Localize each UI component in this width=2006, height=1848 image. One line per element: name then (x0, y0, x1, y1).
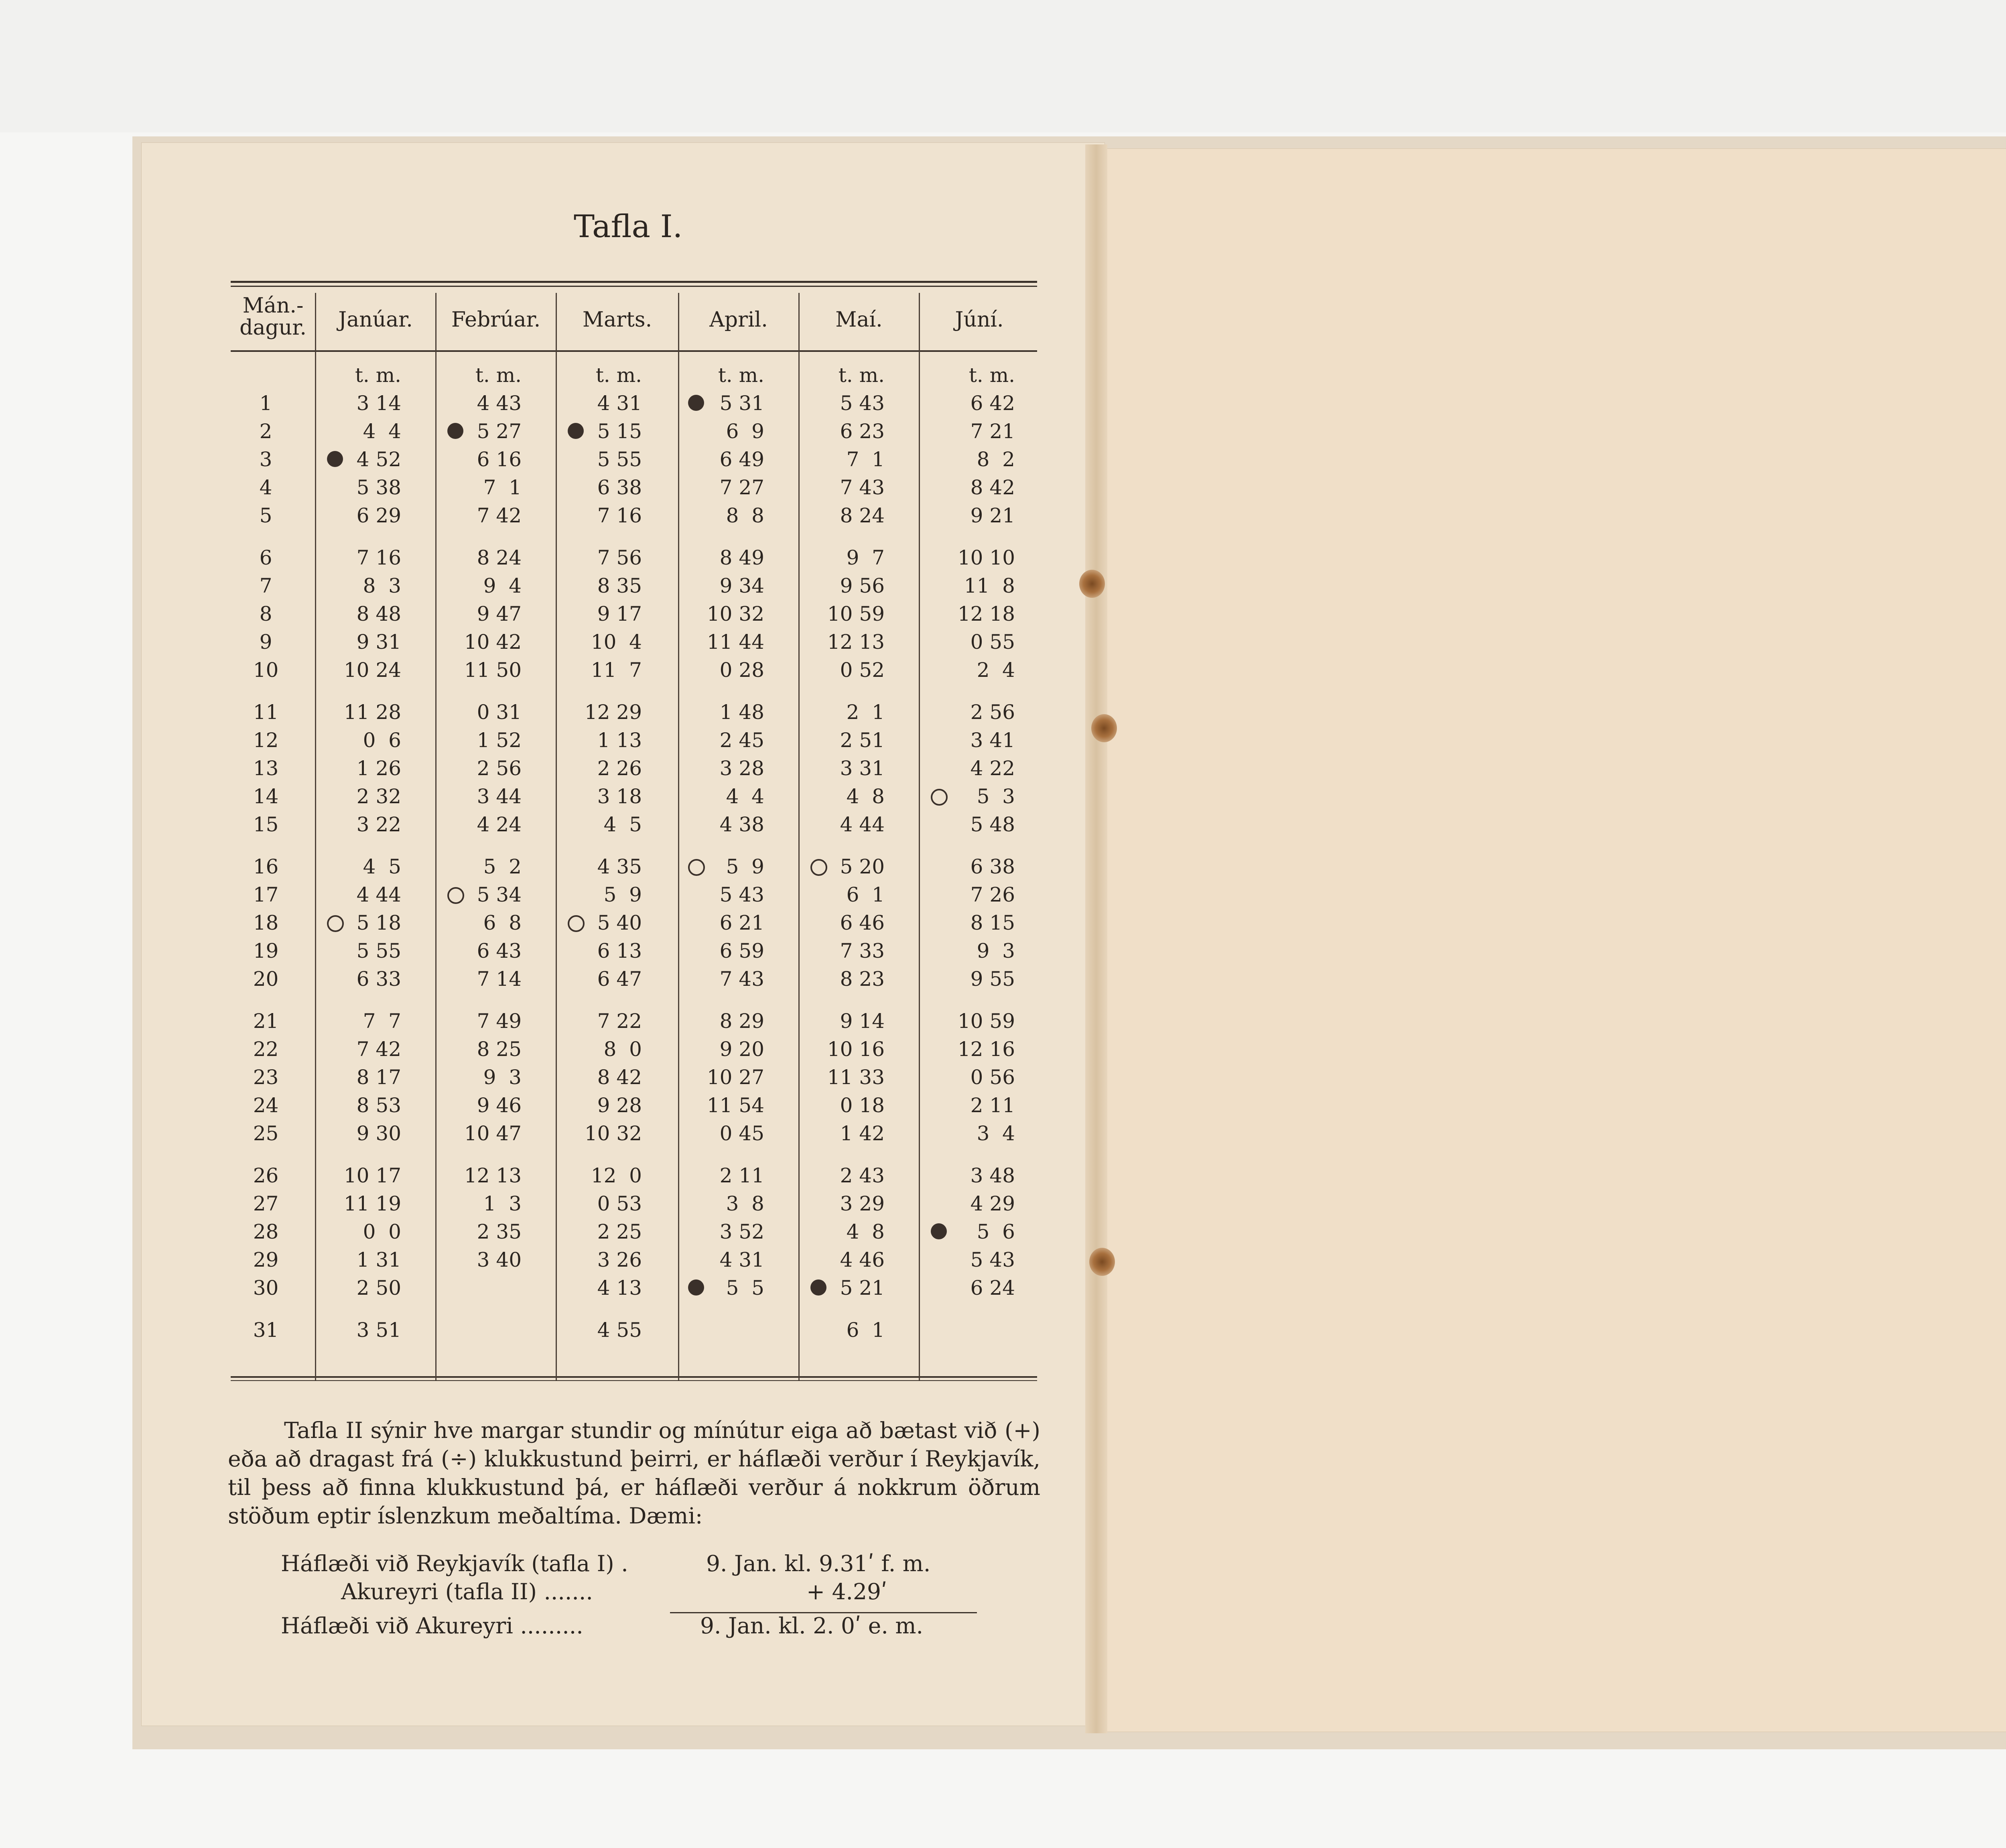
tide-time: 11 33 (827, 1066, 885, 1089)
tide-time: 4 35 (597, 855, 642, 878)
table-row (231, 1063, 1037, 1091)
tide-time: 0 53 (597, 1192, 642, 1215)
example-line-3-value: 9. Jan. kl. 2. 0ʹ e. m. (700, 1613, 923, 1639)
tide-time: 3 48 (970, 1164, 1015, 1187)
table-row (231, 1246, 1037, 1274)
day-number: 2 (259, 420, 272, 443)
tide-time: 2 56 (970, 701, 1015, 724)
tide-time: 9 3 (977, 939, 1015, 963)
tide-time: 7 16 (356, 546, 401, 569)
new-moon-icon (568, 423, 584, 439)
tide-time: 8 53 (356, 1094, 401, 1117)
tide-time: 12 13 (464, 1164, 522, 1187)
tide-time: 5 38 (356, 476, 401, 499)
tide-time: 10 10 (957, 546, 1015, 569)
tide-time: 11 44 (707, 630, 764, 654)
tide-time: 9 7 (846, 546, 885, 569)
tide-time: 4 31 (719, 1248, 764, 1271)
table-row (231, 1007, 1037, 1035)
tide-time: 12 16 (957, 1038, 1015, 1061)
tide-time: 2 45 (719, 729, 764, 752)
tide-time: 5 27 (477, 420, 522, 443)
tide-time: 7 7 (363, 1009, 401, 1033)
tide-time: 2 11 (719, 1164, 764, 1187)
tide-time: 7 42 (356, 1038, 401, 1061)
unit-label: t. m. (838, 364, 885, 387)
tide-time: 5 43 (719, 883, 764, 906)
tide-time: 7 1 (846, 448, 885, 471)
tide-time: 0 52 (840, 658, 885, 682)
tide-time: 2 1 (846, 701, 885, 724)
tide-time: 5 55 (597, 448, 642, 471)
tide-time: 4 8 (846, 1220, 885, 1243)
tide-time: 3 40 (477, 1248, 522, 1271)
tide-time: 8 15 (970, 911, 1015, 934)
example-line-3-label: Háflæði við Akureyri ......... (281, 1613, 583, 1639)
tide-time: 7 56 (597, 546, 642, 569)
tide-time: 9 3 (483, 1066, 522, 1089)
scanner-background (0, 0, 2006, 132)
day-number: 29 (253, 1248, 279, 1271)
tide-time: 5 48 (970, 813, 1015, 836)
day-number: 8 (259, 602, 272, 625)
tide-time: 3 41 (970, 729, 1015, 752)
table-row (231, 937, 1037, 965)
tide-time: 5 34 (477, 883, 522, 906)
tide-time: 6 38 (597, 476, 642, 499)
tide-time: 7 22 (597, 1009, 642, 1033)
tide-time: 4 44 (356, 883, 401, 906)
tide-time: 8 29 (719, 1009, 764, 1033)
tide-time: 7 26 (970, 883, 1015, 906)
tide-time: 6 23 (840, 420, 885, 443)
table-row (231, 417, 1037, 445)
tide-time: 11 28 (343, 701, 401, 724)
tide-time: 8 0 (603, 1038, 642, 1061)
tide-time: 4 13 (597, 1276, 642, 1300)
tide-time: 0 6 (363, 729, 401, 752)
tide-time: 0 56 (970, 1066, 1015, 1089)
tide-time: 2 50 (356, 1276, 401, 1300)
tide-time: 5 9 (603, 883, 642, 906)
tide-time: 5 9 (726, 855, 764, 878)
tide-time: 3 28 (719, 757, 764, 780)
tide-time: 9 55 (970, 967, 1015, 991)
tide-time: 10 24 (343, 658, 401, 682)
day-number: 19 (253, 939, 279, 963)
tide-time: 2 32 (356, 785, 401, 808)
tide-time: 3 18 (597, 785, 642, 808)
table-row (231, 1162, 1037, 1190)
table-row (231, 698, 1037, 726)
month-header-mar: Marts. (582, 308, 652, 332)
tide-time: 4 31 (597, 392, 642, 415)
month-header-feb: Febrúar. (451, 308, 541, 332)
day-number: 5 (259, 504, 272, 527)
header-rule (231, 350, 1037, 352)
tide-time: 7 33 (840, 939, 885, 963)
day-number: 10 (253, 658, 279, 682)
tide-time: 3 14 (356, 392, 401, 415)
tide-time: 10 27 (707, 1066, 764, 1089)
tide-time: 3 29 (840, 1192, 885, 1215)
table-row (231, 389, 1037, 417)
tide-time: 10 59 (827, 602, 885, 625)
tide-time: 8 8 (726, 504, 764, 527)
tide-time: 10 32 (707, 602, 764, 625)
table-row (231, 502, 1037, 530)
tide-time: 6 16 (477, 448, 522, 471)
tide-time: 3 31 (840, 757, 885, 780)
tide-time: 2 51 (840, 729, 885, 752)
full-moon-icon (688, 859, 705, 876)
tide-time: 5 18 (356, 911, 401, 934)
new-moon-icon (688, 1279, 704, 1296)
tide-time: 4 44 (840, 813, 885, 836)
full-moon-icon (447, 887, 464, 904)
tide-time: 6 59 (719, 939, 764, 963)
tide-time: 3 22 (356, 813, 401, 836)
tide-time: 9 21 (970, 504, 1015, 527)
tide-time: 5 20 (840, 855, 885, 878)
tide-time: 5 15 (597, 420, 642, 443)
day-number: 15 (253, 813, 279, 836)
tide-time: 5 31 (719, 392, 764, 415)
table-row (231, 1119, 1037, 1147)
table-row (231, 853, 1037, 881)
tide-time: 0 18 (840, 1094, 885, 1117)
table-row (231, 1316, 1037, 1344)
top-rule (231, 281, 1037, 283)
tide-time: 1 3 (483, 1192, 522, 1215)
unit-label: t. m. (595, 364, 642, 387)
tide-time: 9 28 (597, 1094, 642, 1117)
tide-time: 6 1 (846, 883, 885, 906)
tide-time: 2 25 (597, 1220, 642, 1243)
tide-time: 6 46 (840, 911, 885, 934)
new-moon-icon (810, 1279, 826, 1296)
tide-time: 10 42 (464, 630, 522, 654)
day-number: 16 (253, 855, 279, 878)
day-number: 14 (253, 785, 279, 808)
tide-time: 8 42 (597, 1066, 642, 1089)
tide-time: 5 2 (483, 855, 522, 878)
tide-time: 9 56 (840, 574, 885, 597)
bottom-rule-thin (231, 1380, 1037, 1381)
tide-time (449, 1316, 522, 1344)
tide-time: 4 22 (970, 757, 1015, 780)
tide-time: 7 16 (597, 504, 642, 527)
table-title: Tafla I. (574, 209, 683, 245)
new-moon-icon (447, 423, 463, 439)
tide-time: 4 38 (719, 813, 764, 836)
tide-time: 2 35 (477, 1220, 522, 1243)
right-page-blank (1093, 148, 2006, 1732)
tide-time: 4 43 (477, 392, 522, 415)
tide-time: 3 52 (719, 1220, 764, 1243)
day-number: 31 (253, 1318, 279, 1342)
tide-time: 5 21 (840, 1276, 885, 1300)
table-row (231, 572, 1037, 600)
tide-time: 10 59 (957, 1009, 1015, 1033)
tide-time: 2 11 (970, 1094, 1015, 1117)
tide-time: 11 19 (343, 1192, 401, 1215)
tide-time: 10 4 (591, 630, 642, 654)
table-row (231, 1274, 1037, 1302)
table-row (231, 810, 1037, 839)
day-number: 18 (253, 911, 279, 934)
table-row (231, 1218, 1037, 1246)
day-header-line-2: dagur. (240, 315, 307, 340)
table-row (231, 1091, 1037, 1119)
tide-time: 6 1 (846, 1318, 885, 1342)
tide-time: 6 24 (970, 1276, 1015, 1300)
full-moon-icon (568, 915, 585, 932)
day-column-header (232, 295, 314, 339)
top-rule-thin (231, 286, 1037, 287)
tide-time: 9 4 (483, 574, 522, 597)
full-moon-icon (931, 789, 948, 806)
tide-time: 8 24 (477, 546, 522, 569)
tide-time: 9 31 (356, 630, 401, 654)
table-row (231, 1035, 1037, 1063)
day-number: 17 (253, 883, 279, 906)
tide-time: 1 48 (719, 701, 764, 724)
tide-time: 8 25 (477, 1038, 522, 1061)
day-number: 9 (259, 630, 272, 654)
tide-time: 7 1 (483, 476, 522, 499)
tide-time: 6 47 (597, 967, 642, 991)
table-row (231, 965, 1037, 993)
tide-time: 8 24 (840, 504, 885, 527)
tide-time: 0 45 (719, 1122, 764, 1145)
binding-gutter (1085, 144, 1107, 1733)
tide-time: 8 3 (363, 574, 401, 597)
table-row (231, 656, 1037, 684)
tide-time: 6 29 (356, 504, 401, 527)
tide-time: 5 43 (840, 392, 885, 415)
day-number: 11 (253, 701, 279, 724)
day-number: 1 (259, 392, 272, 415)
month-header-apr: April. (709, 308, 768, 332)
table-row (231, 473, 1037, 502)
day-number: 23 (253, 1066, 279, 1089)
example-line-2-label: Akureyri (tafla II) ....... (341, 1579, 593, 1604)
new-moon-icon (931, 1223, 947, 1239)
tide-time: 6 8 (483, 911, 522, 934)
tide-time: 9 46 (477, 1094, 522, 1117)
new-moon-icon (327, 451, 343, 467)
day-number: 26 (253, 1164, 279, 1187)
tide-time: 5 5 (726, 1276, 764, 1300)
tide-time: 7 42 (477, 504, 522, 527)
tide-time: 8 35 (597, 574, 642, 597)
tide-time: 8 2 (977, 448, 1015, 471)
month-header-jan: Janúar. (338, 308, 413, 332)
tide-time: 0 31 (477, 701, 522, 724)
tide-time: 6 38 (970, 855, 1015, 878)
example-line-1-value: 9. Jan. kl. 9.31ʹ f. m. (706, 1551, 931, 1576)
tide-time: 12 29 (584, 701, 642, 724)
tide-time (943, 1316, 1015, 1344)
day-number: 13 (253, 757, 279, 780)
tide-time: 4 29 (970, 1192, 1015, 1215)
day-number: 20 (253, 967, 279, 991)
tide-time: 11 8 (964, 574, 1015, 597)
bottom-rule (231, 1376, 1037, 1378)
staple-hole-1 (1079, 570, 1105, 598)
tide-time: 7 27 (719, 476, 764, 499)
day-number: 12 (253, 729, 279, 752)
tide-time: 4 5 (603, 813, 642, 836)
month-header-may: Maí. (835, 308, 883, 332)
day-number: 27 (253, 1192, 279, 1215)
table-row (231, 909, 1037, 937)
tide-time: 4 4 (363, 420, 401, 443)
tide-time: 3 26 (597, 1248, 642, 1271)
table-row (231, 544, 1037, 572)
table-row (231, 782, 1037, 810)
tide-time: 4 4 (726, 785, 764, 808)
tide-time: 6 21 (719, 911, 764, 934)
tide-time: 4 8 (846, 785, 885, 808)
tide-time: 6 13 (597, 939, 642, 963)
tide-time: 6 43 (477, 939, 522, 963)
explanation-paragraph: Tafla II sýnir hve margar stundir og mínútur eiga að bætast við (+) eða að dragast frá (÷) klukkustund þeirri, er háflæði verður í Reykjavík, til þess að finna klukkustund þá, er háflæði verður á nokkrum öðrum stöðum eptir íslenzkum meðaltíma. Dæmi: (228, 1417, 1040, 1529)
day-number: 30 (253, 1276, 279, 1300)
tide-time: 3 8 (726, 1192, 764, 1215)
day-number: 24 (253, 1094, 279, 1117)
day-number: 22 (253, 1038, 279, 1061)
tide-time: 9 34 (719, 574, 764, 597)
full-moon-icon (810, 859, 827, 876)
table-row (231, 754, 1037, 782)
tide-time: 7 21 (970, 420, 1015, 443)
tide-time: 4 24 (477, 813, 522, 836)
table-row (231, 1190, 1037, 1218)
day-number: 7 (259, 574, 272, 597)
full-moon-icon (327, 915, 344, 932)
tide-time: 5 43 (970, 1248, 1015, 1271)
tide-time: 1 13 (597, 729, 642, 752)
tide-time: 7 43 (719, 967, 764, 991)
tide-time: 6 49 (719, 448, 764, 471)
unit-row (231, 361, 1037, 389)
day-number: 28 (253, 1220, 279, 1243)
tide-time: 3 51 (356, 1318, 401, 1342)
unit-label: t. m. (718, 364, 764, 387)
tide-time: 8 49 (719, 546, 764, 569)
tide-time: 9 30 (356, 1122, 401, 1145)
tide-time: 9 20 (719, 1038, 764, 1061)
tide-time: 10 16 (827, 1038, 885, 1061)
tide-time: 3 44 (477, 785, 522, 808)
tide-time: 0 0 (363, 1220, 401, 1243)
tide-time: 1 52 (477, 729, 522, 752)
tide-time: 1 26 (356, 757, 401, 780)
tide-time: 10 17 (343, 1164, 401, 1187)
unit-label: t. m. (355, 364, 401, 387)
day-number: 25 (253, 1122, 279, 1145)
tide-time: 10 47 (464, 1122, 522, 1145)
table-row (231, 445, 1037, 473)
tide-time: 12 0 (591, 1164, 642, 1187)
tide-time: 9 14 (840, 1009, 885, 1033)
tide-time: 11 50 (464, 658, 522, 682)
tide-time: 9 47 (477, 602, 522, 625)
table-row (231, 881, 1037, 909)
tide-time: 2 4 (977, 658, 1015, 682)
tide-time: 7 14 (477, 967, 522, 991)
month-header-jun: Júní. (955, 308, 1004, 332)
unit-label: t. m. (968, 364, 1015, 387)
tide-time: 0 28 (719, 658, 764, 682)
day-number: 21 (253, 1009, 279, 1033)
tide-time: 12 13 (827, 630, 885, 654)
staple-hole-2 (1091, 714, 1117, 742)
tide-time: 3 4 (977, 1122, 1015, 1145)
day-number: 6 (259, 546, 272, 569)
tide-time: 11 54 (707, 1094, 764, 1117)
tide-time: 8 42 (970, 476, 1015, 499)
new-moon-icon (688, 395, 704, 411)
tide-time: 10 32 (584, 1122, 642, 1145)
tide-time: 2 43 (840, 1164, 885, 1187)
tide-time: 5 6 (977, 1220, 1015, 1243)
tide-time: 4 46 (840, 1248, 885, 1271)
tide-time: 6 33 (356, 967, 401, 991)
tide-time: 2 56 (477, 757, 522, 780)
day-header-line-1: Mán.- (242, 294, 304, 318)
tide-time: 4 55 (597, 1318, 642, 1342)
table-row (231, 600, 1037, 628)
tide-time: 2 26 (597, 757, 642, 780)
tide-time: 4 52 (356, 448, 401, 471)
tide-time (692, 1316, 764, 1344)
tide-time: 0 55 (970, 630, 1015, 654)
tide-time: 1 42 (840, 1122, 885, 1145)
tide-time: 6 42 (970, 392, 1015, 415)
staple-hole-3 (1089, 1248, 1115, 1276)
day-number: 4 (259, 476, 272, 499)
tide-time: 7 43 (840, 476, 885, 499)
table-row (231, 628, 1037, 656)
tide-time (449, 1274, 522, 1302)
tide-time: 9 17 (597, 602, 642, 625)
tide-time: 1 31 (356, 1248, 401, 1271)
tide-time: 12 18 (957, 602, 1015, 625)
example-line-2-value: + 4.29ʹ (806, 1579, 887, 1604)
tide-time: 8 48 (356, 602, 401, 625)
tide-time: 4 5 (363, 855, 401, 878)
tide-time: 8 23 (840, 967, 885, 991)
example-line-1-label: Háflæði við Reykjavík (tafla I) . (281, 1551, 628, 1576)
tide-time: 5 3 (977, 785, 1015, 808)
tide-time: 11 7 (591, 658, 642, 682)
tide-time: 5 55 (356, 939, 401, 963)
tide-time: 6 9 (726, 420, 764, 443)
tide-time: 5 40 (597, 911, 642, 934)
table-row (231, 726, 1037, 754)
tide-time: 7 49 (477, 1009, 522, 1033)
unit-label: t. m. (475, 364, 522, 387)
tide-time: 8 17 (356, 1066, 401, 1089)
day-number: 3 (259, 448, 272, 471)
